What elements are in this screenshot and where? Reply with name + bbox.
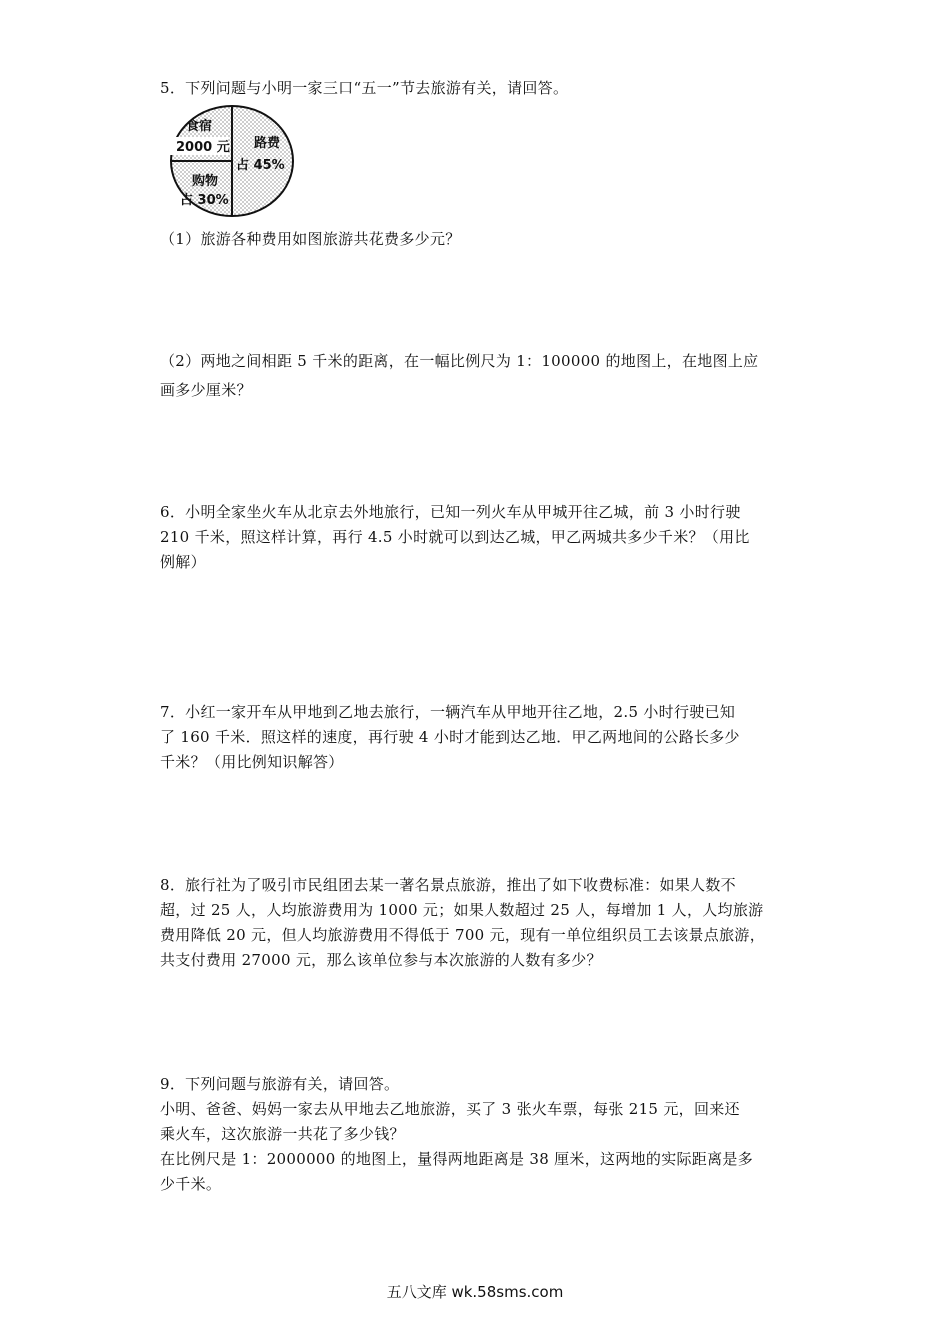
q9-line3: 乘火车，这次旅游一共花了多少钱？ [160, 1125, 405, 1143]
q6-line3: 例解） [160, 553, 206, 571]
slice-value-food: 2000 元 [176, 140, 230, 155]
q5-sub1: （1）旅游各种费用如图旅游共花费多少元？ [160, 230, 461, 248]
q9-line5: 少千米。 [160, 1175, 222, 1193]
q9-line2: 小明、爸爸、妈妈一家去从甲地去乙地旅游，买了 3 张火车票，每张 215 元，回来还 [160, 1100, 740, 1118]
slice-label-food: 食宿 [186, 119, 213, 134]
pie-chart [168, 103, 296, 219]
slice-label-travel: 路费 [254, 136, 281, 151]
q7-line2: 了 160 千米．照这样的速度，再行驶 4 小时才能到达乙地．甲乙两地间的公路长多少 [160, 728, 740, 746]
q7-line1: 7．小红一家开车从甲地到乙地去旅行，一辆汽车从甲地开往乙地，2.5 小时行驶已知 [160, 703, 736, 721]
footer-watermark: 五八文库 wk.58sms.com [386, 1283, 564, 1301]
q8-line3: 费用降低 20 元，但人均旅游费用不得低于 700 元，现有一单位组织员工去该景点旅游， [160, 926, 765, 944]
slice-value-travel: 占 45% [236, 158, 285, 173]
slice-label-shopping: 购物 [192, 174, 219, 189]
q5-sub2-line1: （2）两地之间相距 5 千米的距离，在一幅比例尺为 1：100000 的地图上，在地图上应 [160, 352, 759, 370]
q6-line1: 6．小明全家坐火车从北京去外地旅行，已知一列火车从甲城开往乙城，前 3 小时行驶 [160, 503, 741, 521]
q6-line2: 210 千米，照这样计算，再行 4.5 小时就可以到达乙城，甲乙两城共多少千米？（用比 [160, 528, 750, 546]
q5-title: 5．下列问题与小明一家三口“五一”节去旅游有关，请回答。 [160, 79, 569, 97]
q8-line1: 8．旅行社为了吸引市民组团去某一著名景点旅游，推出了如下收费标准：如果人数不 [160, 876, 736, 894]
slice-value-shopping: 占 30% [180, 193, 229, 208]
q9-line1: 9．下列问题与旅游有关，请回答。 [160, 1075, 400, 1093]
q5-sub2-line2: 画多少厘米？ [160, 381, 252, 399]
q9-line4: 在比例尺是 1：2000000 的地图上，量得两地距离是 38 厘米，这两地的实际距离是多 [160, 1150, 754, 1168]
q8-line2: 超，过 25 人，人均旅游费用为 1000 元；如果人数超过 25 人，每增加 1 人，人均旅游 [160, 901, 764, 919]
q8-line4: 共支付费用 27000 元，那么该单位参与本次旅游的人数有多少？ [160, 951, 602, 969]
q7-line3: 千米？（用比例知识解答） [160, 753, 344, 771]
pie-chart-svg [168, 103, 296, 219]
